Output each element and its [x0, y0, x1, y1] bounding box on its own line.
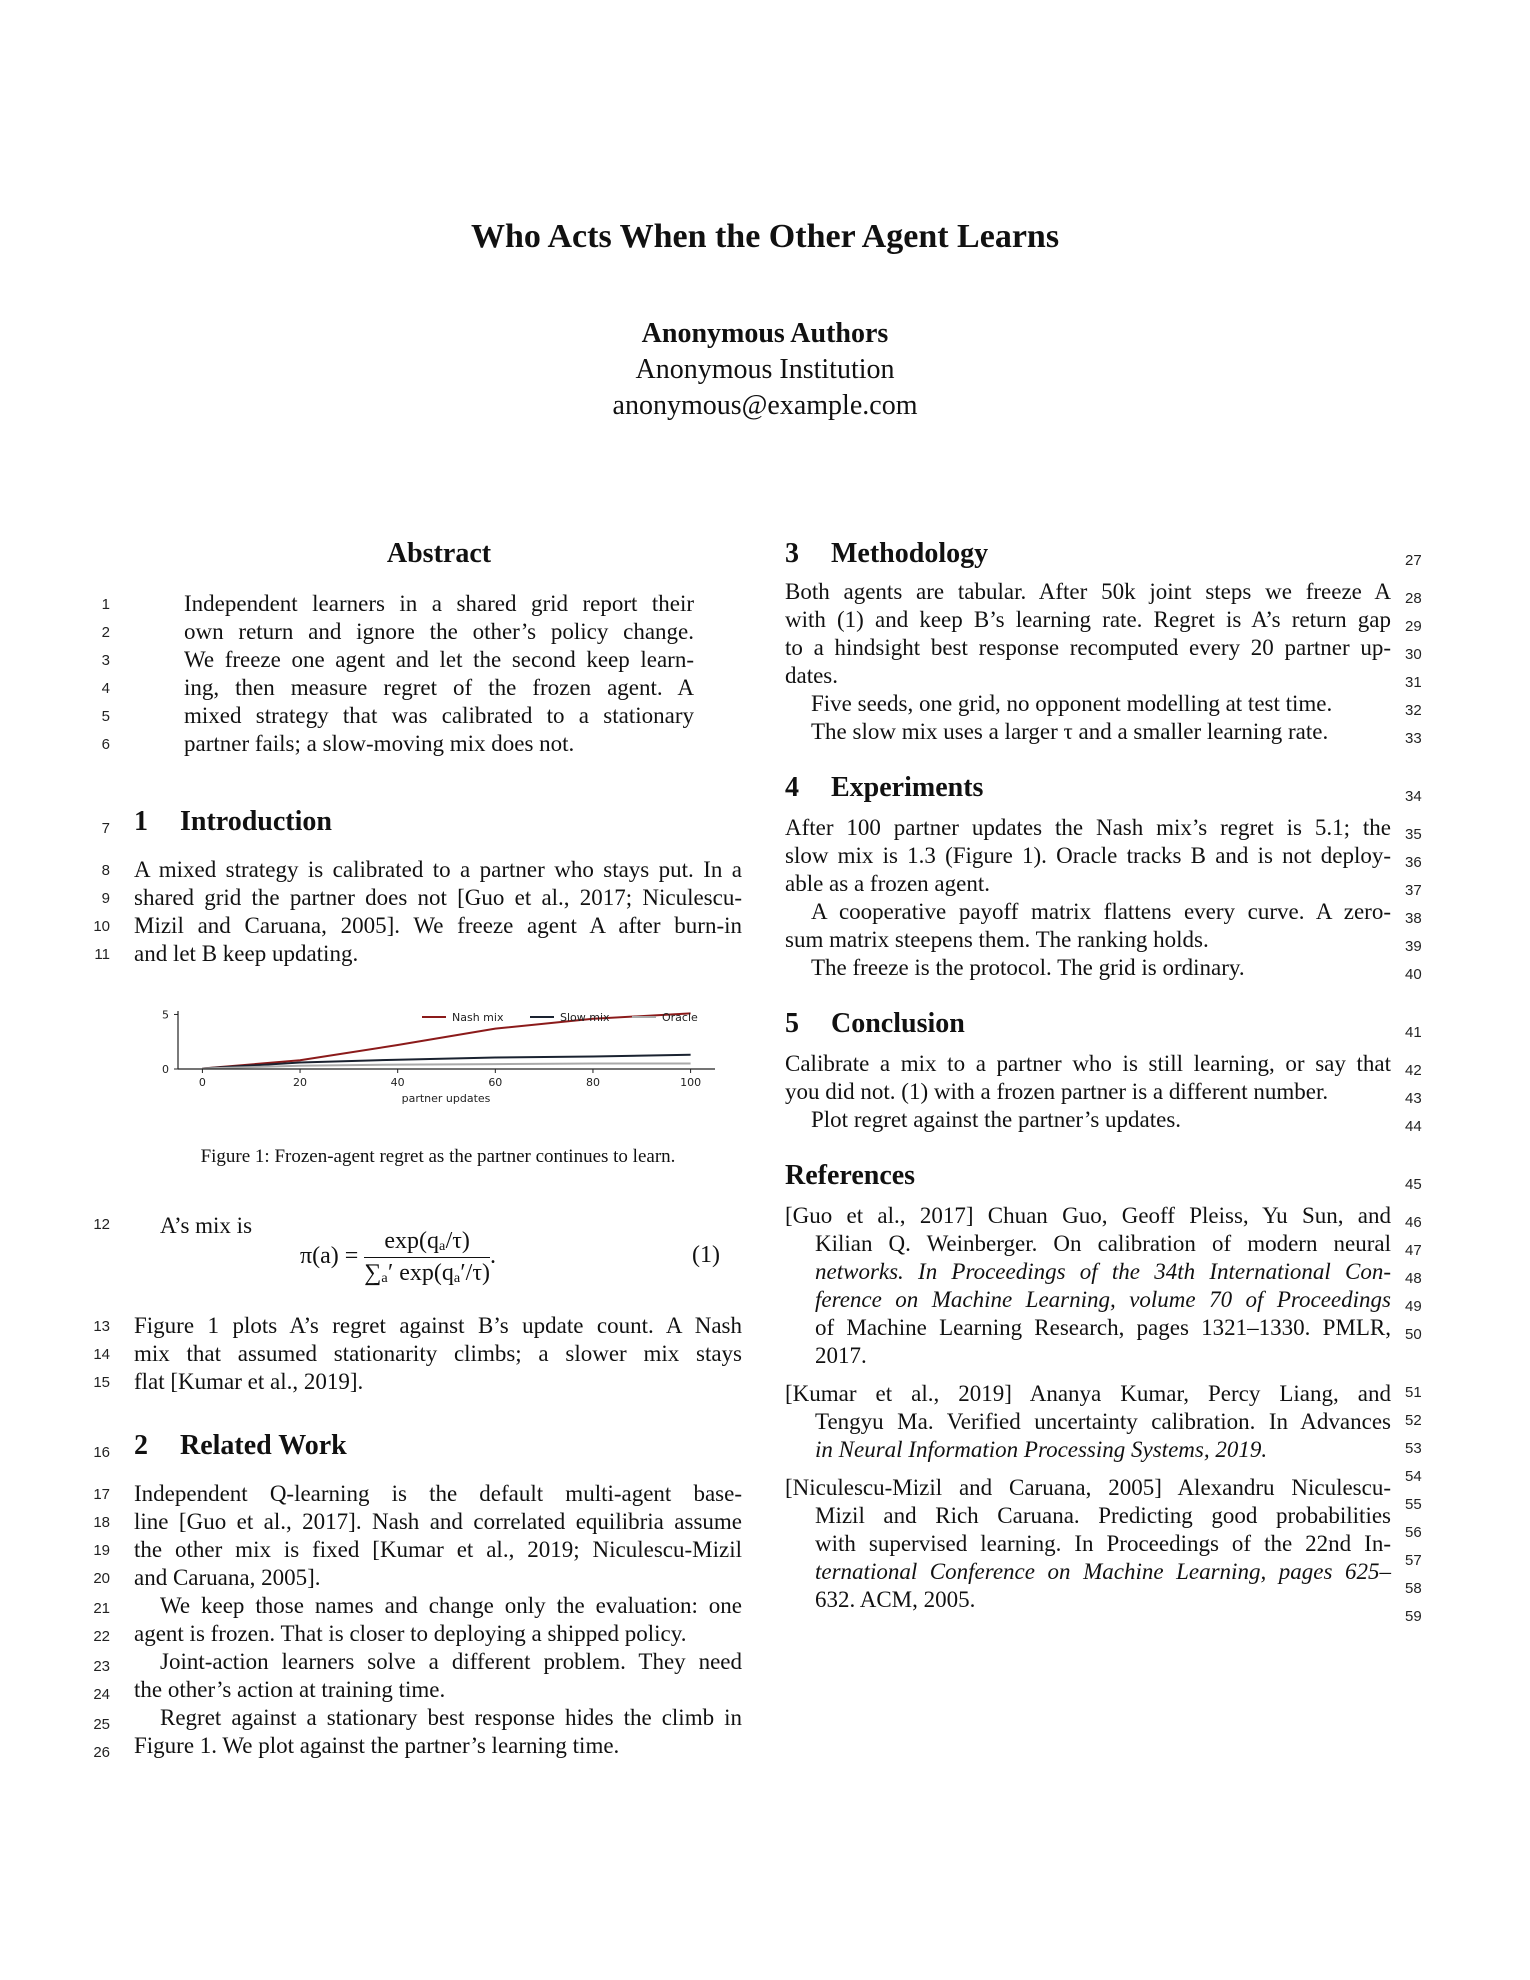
line-number: 33 — [1405, 730, 1422, 747]
text-line: the other’s action at training time. — [134, 1677, 446, 1702]
equation-lhs: π(a) = — [300, 1243, 359, 1270]
reference-niculescu-2005 — [785, 1474, 1391, 1614]
section-title: Experiments — [831, 772, 984, 803]
text-line: slow mix is 1.3 (Figure 1). Oracle tracks B and is not deploy- — [785, 843, 1391, 868]
line-number: 51 — [1405, 1384, 1422, 1401]
line-number: 19 — [93, 1542, 110, 1559]
legend-label: Slow mix — [560, 1011, 610, 1024]
reference-line: 2017. — [815, 1343, 867, 1368]
line-number: 48 — [1405, 1270, 1422, 1287]
line-number: 40 — [1405, 966, 1422, 983]
section-heading-introduction — [134, 806, 332, 838]
reference-line: Tengyu Ma. Verified uncertainty calibration. In Advances — [815, 1409, 1391, 1434]
line-number: 24 — [93, 1686, 110, 1703]
text-line: The freeze is the protocol. The grid is ordinary. — [811, 955, 1245, 980]
line-number: 27 — [1405, 552, 1422, 569]
abstract-line: We freeze one agent and let the second keep learn- — [184, 647, 694, 672]
equation-label: (1) — [692, 1242, 720, 1268]
text-line: shared grid the partner does not [Guo et al., 2017; Niculescu- — [134, 885, 742, 910]
text-line: dates. — [785, 663, 839, 688]
line-number: 36 — [1405, 854, 1422, 871]
x-tick-label: 80 — [585, 1076, 600, 1089]
text-line: to a hindsight best response recomputed every 20 partner up- — [785, 635, 1391, 660]
x-axis-label: partner updates — [401, 1092, 491, 1105]
line-number: 39 — [1405, 938, 1422, 955]
author-email: anonymous@example.com — [612, 390, 918, 421]
reference-guo-2017 — [785, 1202, 1391, 1370]
section-heading-methodology — [785, 538, 988, 570]
section-title: Introduction — [180, 806, 332, 837]
line-number: 57 — [1405, 1552, 1422, 1569]
line-number: 49 — [1405, 1298, 1422, 1315]
reference-line: ternational Conference on Machine Learning, pages 625– — [815, 1559, 1391, 1584]
text-line: agent is frozen. That is closer to deploying a shipped policy. — [134, 1621, 687, 1646]
figure-caption: Figure 1: Frozen-agent regret as the partner continues to learn. — [200, 1146, 676, 1167]
line-number: 6 — [101, 736, 110, 753]
line-number: 14 — [93, 1346, 110, 1363]
text-line: We keep those names and change only the evaluation: one — [160, 1593, 742, 1618]
section-number: 5 — [785, 1008, 799, 1039]
section-title: Methodology — [831, 538, 989, 569]
line-number: 21 — [93, 1600, 110, 1617]
text-line: able as a frozen agent. — [785, 871, 990, 896]
equation-denominator: ∑ₐ′ exp(qₐ′/τ) — [364, 1260, 490, 1286]
reference-line: in Neural Information Processing Systems, 2019. — [815, 1437, 1268, 1462]
abstract-line: Independent learners in a shared grid report their — [184, 591, 694, 616]
text-line: Figure 1. We plot against the partner’s learning time. — [134, 1733, 620, 1758]
text-line: Figure 1 plots A’s regret against B’s update count. A Nash — [134, 1313, 742, 1338]
section-heading-related-work — [134, 1430, 347, 1462]
x-tick-label: 60 — [488, 1076, 503, 1089]
line-number: 43 — [1405, 1090, 1422, 1107]
abstract-line: mixed strategy that was calibrated to a stationary — [184, 703, 694, 728]
text-line: with (1) and keep B’s learning rate. Regret is A’s return gap — [785, 607, 1391, 632]
text-line: A’s mix is — [160, 1213, 253, 1238]
section-title: Conclusion — [831, 1008, 965, 1039]
reference-kumar-2019 — [785, 1380, 1391, 1464]
line-number: 28 — [1405, 590, 1422, 607]
line-number: 22 — [93, 1628, 110, 1645]
line-number: 4 — [101, 680, 110, 697]
author-institution: Anonymous Institution — [635, 354, 895, 385]
x-tick-label: 20 — [293, 1076, 308, 1089]
section-number: 2 — [134, 1430, 148, 1461]
text-line: Calibrate a mix to a partner who is still learning, or say that — [785, 1051, 1391, 1076]
line-number: 18 — [93, 1514, 110, 1531]
line-number: 44 — [1405, 1118, 1422, 1135]
abstract-line: own return and ignore the other’s policy change. — [184, 619, 694, 644]
line-number: 50 — [1405, 1326, 1422, 1343]
text-line: After 100 partner updates the Nash mix’s regret is 5.1; the — [785, 815, 1391, 840]
equation-1 — [300, 1228, 600, 1287]
line-number: 26 — [93, 1744, 110, 1761]
line-number: 25 — [93, 1716, 110, 1733]
abstract-line: ing, then measure regret of the frozen agent. A — [184, 675, 694, 700]
text-line: sum matrix steepens them. The ranking holds. — [785, 927, 1209, 952]
line-number: 17 — [93, 1486, 110, 1503]
text-line: A cooperative payoff matrix flattens every curve. A zero- — [811, 899, 1391, 924]
text-line: Regret against a stationary best response hides the climb in — [160, 1705, 742, 1730]
line-number: 53 — [1405, 1440, 1422, 1457]
line-number: 10 — [93, 918, 110, 935]
line-number: 3 — [101, 652, 110, 669]
line-number: 30 — [1405, 646, 1422, 663]
equation-fraction — [364, 1228, 490, 1287]
line-number: 59 — [1405, 1608, 1422, 1625]
line-number: 34 — [1405, 788, 1422, 805]
reference-line: [Kumar et al., 2019] Ananya Kumar, Percy Liang, and — [785, 1381, 1391, 1406]
line-number: 1 — [101, 596, 110, 613]
line-number: 12 — [93, 1216, 110, 1233]
line-number: 9 — [101, 890, 110, 907]
reference-line: ference on Machine Learning, volume 70 of Proceedings — [815, 1287, 1391, 1312]
text-line: Five seeds, one grid, no opponent modelling at test time. — [811, 691, 1333, 716]
line-number: 46 — [1405, 1214, 1422, 1231]
abstract-line: partner fails; a slow-moving mix does not. — [184, 731, 575, 756]
text-line: flat [Kumar et al., 2019]. — [134, 1369, 364, 1394]
line-number: 15 — [93, 1374, 110, 1391]
text-line: mix that assumed stationarity climbs; a slower mix stays — [134, 1341, 742, 1366]
line-number: 7 — [101, 820, 110, 837]
line-number: 41 — [1405, 1024, 1422, 1041]
text-line: The slow mix uses a larger τ and a smaller learning rate. — [811, 719, 1329, 744]
section-heading-experiments — [785, 772, 983, 804]
line-number: 47 — [1405, 1242, 1422, 1259]
text-line: the other mix is fixed [Kumar et al., 2019; Niculescu-Mizil — [134, 1537, 742, 1562]
conclusion-body — [785, 1050, 1391, 1134]
line-number: 37 — [1405, 882, 1422, 899]
text-line: line [Guo et al., 2017]. Nash and correlated equilibria assume — [134, 1509, 742, 1534]
line-number: 11 — [94, 946, 110, 963]
reference-line: Mizil and Rich Caruana. Predicting good probabilities — [815, 1503, 1391, 1528]
section-title: Related Work — [180, 1430, 347, 1461]
reference-line: 632. ACM, 2005. — [815, 1587, 976, 1612]
text-line: and Caruana, 2005]. — [134, 1565, 321, 1590]
y-tick-label: 0 — [162, 1063, 169, 1076]
line-number: 2 — [101, 624, 110, 641]
text-line: Mizil and Caruana, 2005]. We freeze agent A after burn-in — [134, 913, 742, 938]
figure-1-chart — [140, 1000, 740, 1112]
legend-label: Nash mix — [452, 1011, 504, 1024]
line-number: 55 — [1405, 1496, 1422, 1513]
reference-line: with supervised learning. In Proceedings of the 22nd In- — [815, 1531, 1391, 1556]
legend-label: Oracle — [662, 1011, 698, 1024]
references-list — [785, 1202, 1391, 1614]
intro-body-continued — [134, 1312, 742, 1396]
line-number: 56 — [1405, 1524, 1422, 1541]
line-number: 52 — [1405, 1412, 1422, 1429]
abstract-heading: Abstract — [386, 538, 492, 569]
series-line-0 — [202, 1013, 690, 1068]
intro-body — [134, 856, 742, 968]
text-line: Independent Q-learning is the default multi-agent base- — [134, 1481, 742, 1506]
line-number: 16 — [93, 1444, 110, 1461]
line-number: 8 — [101, 862, 110, 879]
line-number: 31 — [1405, 674, 1422, 691]
paper-title: Who Acts When the Other Agent Learns — [470, 218, 1060, 255]
reference-line: networks. In Proceedings of the 34th International Con- — [815, 1259, 1391, 1284]
abstract-body — [184, 590, 694, 758]
line-number: 23 — [93, 1658, 110, 1675]
references-heading: References — [785, 1160, 916, 1191]
line-number: 20 — [93, 1570, 110, 1587]
section-number: 4 — [785, 772, 799, 803]
line-number: 58 — [1405, 1580, 1422, 1597]
equation-period: . — [489, 1243, 496, 1270]
line-number: 35 — [1405, 826, 1422, 843]
section-number: 3 — [785, 538, 799, 569]
y-tick-label: 5 — [162, 1008, 169, 1022]
section-number: 1 — [134, 806, 148, 837]
line-number: 45 — [1405, 1176, 1422, 1193]
x-tick-label: 100 — [680, 1076, 702, 1089]
text-line: Plot regret against the partner’s updates. — [811, 1107, 1182, 1132]
section-heading-conclusion — [785, 1008, 965, 1040]
author-names: Anonymous Authors — [641, 318, 889, 349]
text-line: you did not. (1) with a frozen partner is a different number. — [785, 1079, 1329, 1104]
line-number: 29 — [1405, 618, 1422, 635]
reference-line: [Guo et al., 2017] Chuan Guo, Geoff Pleiss, Yu Sun, and — [785, 1203, 1391, 1228]
line-number: 5 — [101, 708, 110, 725]
x-tick-label: 40 — [390, 1076, 405, 1089]
line-number: 54 — [1405, 1468, 1422, 1485]
reference-line: Kilian Q. Weinberger. On calibration of modern neural — [815, 1231, 1391, 1256]
related-body — [134, 1480, 742, 1760]
text-line: Joint-action learners solve a different problem. They need — [160, 1649, 742, 1674]
experiments-body — [785, 814, 1391, 982]
line-number: 32 — [1405, 702, 1422, 719]
x-tick-label: 0 — [198, 1076, 206, 1089]
text-line: and let B keep updating. — [134, 941, 359, 966]
text-line: A mixed strategy is calibrated to a partner who stays put. In a — [134, 857, 742, 882]
reference-line: [Niculescu-Mizil and Caruana, 2005] Alexandru Niculescu- — [785, 1475, 1391, 1500]
line-number: 13 — [93, 1318, 110, 1335]
reference-line: of Machine Learning Research, pages 1321–1330. PMLR, — [815, 1315, 1391, 1340]
line-number: 38 — [1405, 910, 1422, 927]
line-number: 42 — [1405, 1062, 1422, 1079]
methodology-body — [785, 578, 1391, 746]
equation-numerator: exp(qₐ/τ) — [364, 1228, 490, 1258]
text-line: Both agents are tabular. After 50k joint steps we freeze A — [785, 579, 1391, 604]
